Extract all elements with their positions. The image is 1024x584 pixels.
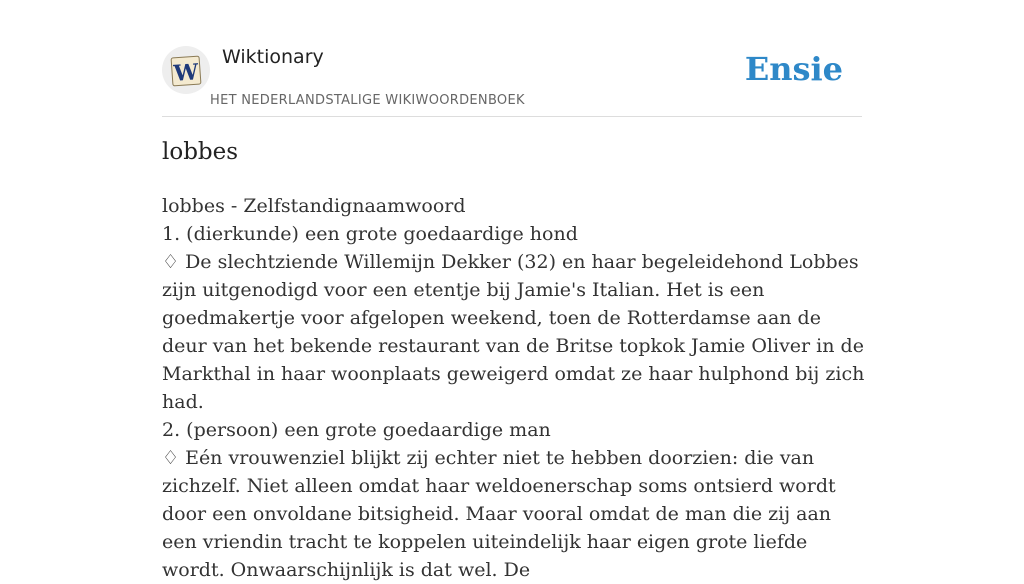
site-name[interactable]: Wiktionary bbox=[222, 46, 324, 68]
logo-letter: W bbox=[172, 59, 200, 87]
entry-heading-line: lobbes - Zelfstandignaamwoord bbox=[162, 195, 466, 217]
site-header bbox=[162, 40, 862, 117]
site-tagline: HET NEDERLANDSTALIGE WIKIWOORDENBOEK bbox=[210, 93, 525, 108]
wiktionary-logo-icon[interactable] bbox=[162, 46, 210, 94]
definition-2: 2. (persoon) een grote goedaardige man bbox=[162, 419, 551, 441]
definition-1: 1. (dierkunde) een grote goedaardige hond bbox=[162, 223, 578, 245]
example-2: ♢ Eén vrouwenziel blijkt zij echter niet te hebben doorzien: die van zichzelf. Niet alleen omdat haar weldoenerschap soms ontsierd wordt door een onvoldane bitsigheid. Maar vooral omdat de man die zij aan een vriendin tracht te koppelen uiteindelijk haar eigen grote liefde wordt. Onwaarschijnlijk is dat wel. De bbox=[162, 447, 836, 581]
ensie-brand-logo[interactable]: Ensie bbox=[744, 50, 843, 88]
entry-content bbox=[162, 192, 867, 584]
page-title: lobbes bbox=[162, 139, 239, 165]
example-1: ♢ De slechtziende Willemijn Dekker (32) en haar begeleidehond Lobbes zijn uitgenodigd voor een etentje bij Jamie's Italian. Het is een goedmakertje voor afgelopen weekend, toen de Rotterdamse aan de deur van het bekende restaurant van de Britse topkok Jamie Oliver in de Markthal in haar woonplaats geweigerd omdat ze haar hulphond bij zich had. bbox=[162, 251, 865, 413]
